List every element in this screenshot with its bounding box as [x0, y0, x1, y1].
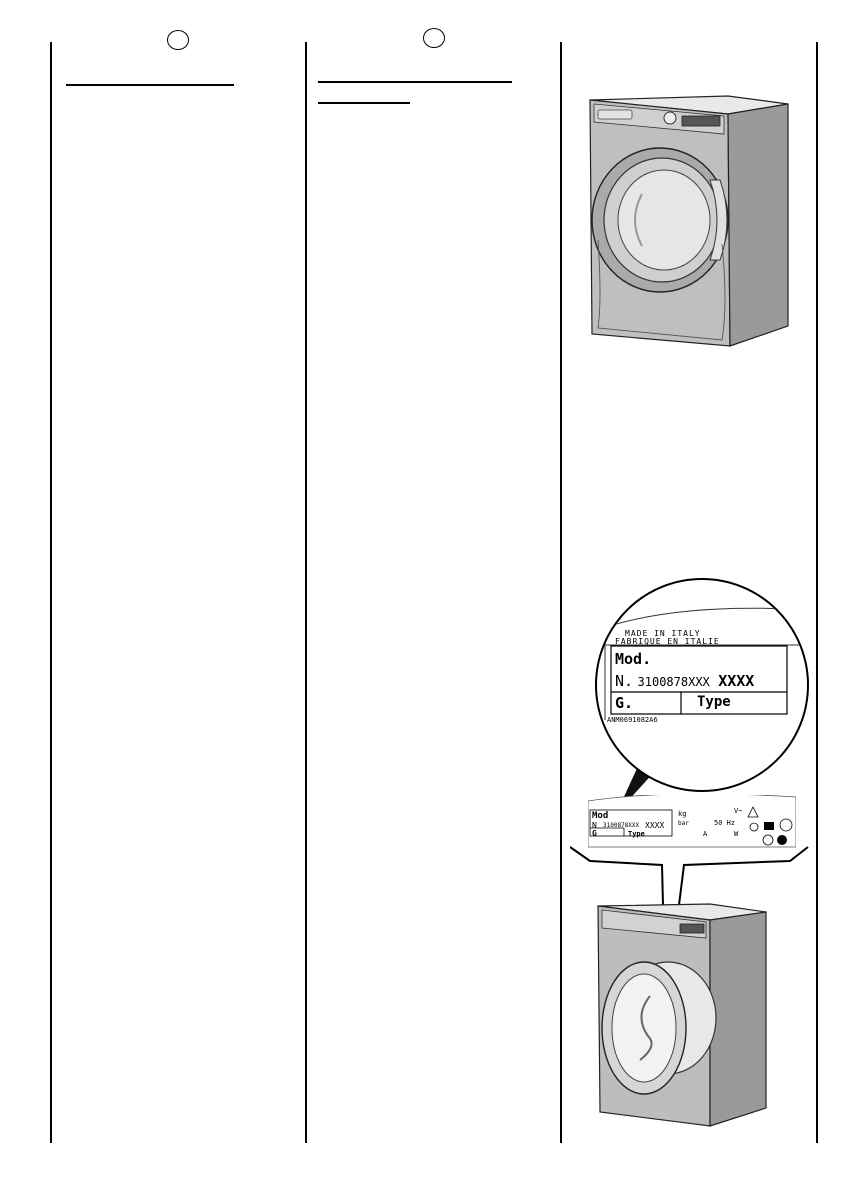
plate-freq: 50 Hz: [714, 819, 736, 827]
column-divider-right: [816, 42, 818, 1143]
label-serial-suffix: XXXX: [718, 672, 755, 690]
plate-g: G: [592, 829, 597, 838]
label-n: N.: [615, 672, 634, 690]
language-badge-left: [167, 30, 189, 50]
label-serial: 3100878XXX: [637, 675, 710, 689]
plate-mod: Mod: [592, 811, 609, 821]
column-divider-left: [50, 42, 52, 1143]
plate-a: A: [703, 830, 708, 838]
column-divider-center-left: [305, 42, 307, 1143]
label-type: Type: [697, 694, 731, 710]
plate-w: W: [734, 830, 739, 838]
plate-serial-suffix: XXXX: [645, 821, 665, 830]
label-code: ANM0691082A6: [607, 716, 658, 724]
plate-n: N: [592, 821, 597, 830]
plate-bar: bar: [678, 820, 689, 827]
label-serial-row: [615, 672, 754, 691]
label-magnifier: [595, 578, 809, 792]
washing-machine-open-door-illustration: [590, 900, 790, 1130]
plate-kg: kg: [678, 810, 687, 818]
heading-underline-left: [66, 84, 234, 86]
heading-underline-right-1: [318, 81, 512, 83]
washing-machine-illustration: [582, 90, 792, 350]
plate-v: V~: [734, 807, 743, 815]
heading-underline-right-2: [318, 102, 410, 104]
rating-plate: [588, 795, 796, 849]
label-fabrique: FABRIQUE EN ITALIE: [615, 637, 720, 646]
column-divider-center-right: [560, 42, 562, 1143]
plate-type: Type: [628, 830, 645, 838]
language-badge-right: [423, 28, 445, 48]
label-mod: Mod.: [615, 650, 652, 668]
plate-serial: 3100878XXX: [603, 822, 640, 829]
label-g: G.: [615, 694, 634, 712]
label-made-in: MADE IN ITALY: [625, 629, 701, 638]
